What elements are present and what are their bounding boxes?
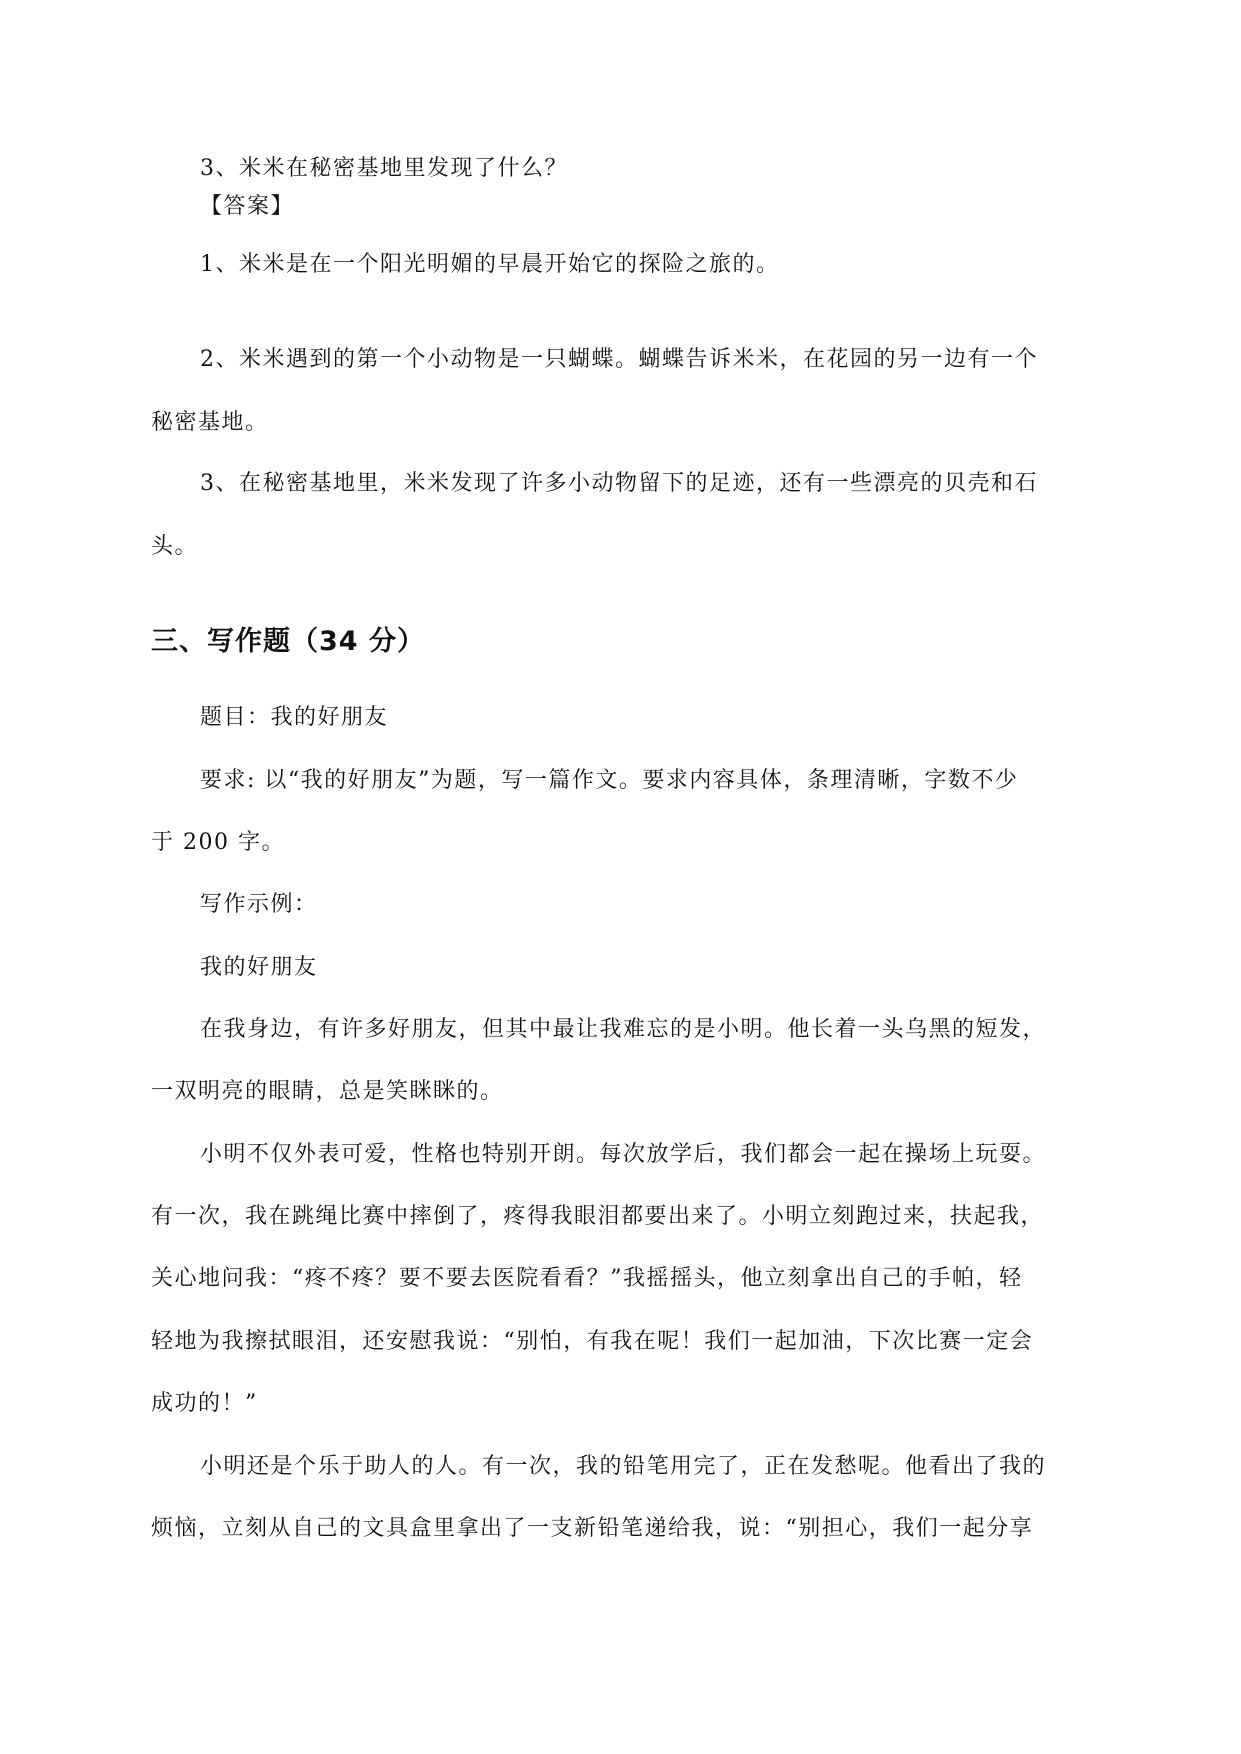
requirement-line-1: 要求: 以“我的好朋友”为题，写一篇作文。要求内容具体，条理清晰，字数不少 — [200, 768, 1019, 793]
essay-paragraph-3-line-2: 烦恼，立刻从自己的文具盒里拿出了一支新铅笔递给我，说：“别担心，我们一起分享 — [151, 1516, 1034, 1541]
section-heading: 三、写作题（34 分） — [151, 626, 425, 657]
example-label: 写作示例： — [200, 892, 318, 917]
answer-3-line-1: 3、在秘密基地里，米米发现了许多小动物留下的足迹，还有一些漂亮的贝壳和石 — [200, 471, 1038, 496]
answer-label: 【答案】 — [200, 194, 295, 219]
answer-1: 1、米米是在一个阳光明媚的早晨开始它的探险之旅的。 — [200, 252, 780, 277]
answer-3-line-2: 头。 — [151, 534, 199, 559]
question-3: 3、米米在秘密基地里发现了什么？ — [200, 156, 568, 181]
essay-paragraph-1-line-1: 在我身边，有许多好朋友，但其中最让我难忘的是小明。他长着一头乌黑的短发， — [200, 1017, 1047, 1042]
essay-paragraph-1-line-2: 一双明亮的眼睛，总是笑眯眯的。 — [151, 1079, 504, 1104]
essay-paragraph-2-line-5: 成功的！” — [151, 1391, 258, 1416]
requirement-line-2: 于 200 字。 — [151, 830, 285, 855]
essay-paragraph-2-line-1: 小明不仅外表可爱，性格也特别开朗。每次放学后，我们都会一起在操场上玩耍。 — [200, 1142, 1047, 1167]
answer-2-line-1: 2、米米遇到的第一个小动物是一只蝴蝶。蝴蝶告诉米米，在花园的另一边有一个 — [200, 347, 1038, 372]
essay-paragraph-2-line-4: 轻地为我擦拭眼泪，还安慰我说：“别怕，有我在呢！我们一起加油，下次比赛一定会 — [151, 1329, 1034, 1354]
essay-title: 我的好朋友 — [200, 955, 318, 980]
essay-paragraph-2-line-3: 关心地问我：“疼不疼？要不要去医院看看？”我摇摇头，他立刻拿出自己的手帕，轻 — [151, 1266, 1023, 1291]
answer-2-line-2: 秘密基地。 — [151, 410, 269, 435]
essay-topic: 题目：我的好朋友 — [200, 705, 389, 730]
essay-paragraph-2-line-2: 有一次，我在跳绳比赛中摔倒了，疼得我眼泪都要出来了。小明立刻跑过来，扶起我， — [151, 1204, 1045, 1229]
essay-paragraph-3-line-1: 小明还是个乐于助人的人。有一次，我的铅笔用完了，正在发愁呢。他看出了我的 — [200, 1454, 1047, 1479]
